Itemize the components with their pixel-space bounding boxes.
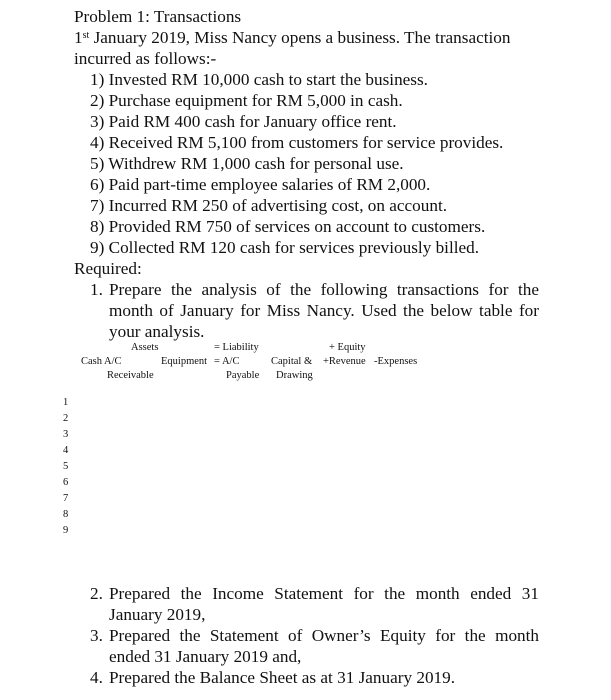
req3-line-1: Prepared the Statement of Owner’s Equity for the month xyxy=(109,626,539,645)
req1-line-2: month of January for Miss Nancy. Used the below table for xyxy=(109,301,539,320)
table-col-capital: Capital & xyxy=(271,356,313,367)
transaction-item: 4) Received RM 5,100 from customers for service provides. xyxy=(90,133,504,152)
intro-line-1 xyxy=(74,27,540,48)
req1-line-1: Prepare the analysis of the following transactions for the xyxy=(109,280,539,299)
table-header-liability: = Liability xyxy=(214,342,259,353)
table-col-payable: Payable xyxy=(226,370,260,381)
transaction-item: 7) Incurred RM 250 of advertising cost, on account. xyxy=(90,196,448,215)
transaction-item: 5) Withdrew RM 1,000 cash for personal use. xyxy=(90,154,404,173)
table-row-number: 8 xyxy=(63,509,69,520)
table-row-number: 9 xyxy=(63,525,69,536)
table-row-number: 3 xyxy=(63,429,69,440)
table-row-number: 7 xyxy=(63,493,69,504)
req1-number: 1. xyxy=(90,280,103,299)
intro-day: 1 xyxy=(74,28,83,47)
req1-line-3: your analysis. xyxy=(109,322,205,341)
table-col-equipment: Equipment xyxy=(161,356,208,367)
req2-line-1: Prepared the Income Statement for the month ended 31 xyxy=(109,584,539,603)
req3-number: 3. xyxy=(90,626,103,645)
table-row-number: 6 xyxy=(63,477,69,488)
table-row-number: 4 xyxy=(63,445,69,456)
table-header-assets: Assets xyxy=(131,342,159,353)
transaction-item: 3) Paid RM 400 cash for January office rent. xyxy=(90,112,397,131)
problem-title: Problem 1: Transactions xyxy=(74,7,242,26)
table-row-number: 2 xyxy=(63,413,69,424)
table-col-cash: Cash A/C xyxy=(81,356,122,367)
transaction-item: 9) Collected RM 120 cash for services previously billed. xyxy=(90,238,480,257)
required-heading: Required: xyxy=(74,259,142,278)
table-col-revenue: +Revenue xyxy=(323,356,366,367)
transaction-item: 2) Purchase equipment for RM 5,000 in cash. xyxy=(90,91,403,110)
table-row-number: 5 xyxy=(63,461,69,472)
table-row-number: 1 xyxy=(63,397,69,408)
transaction-item: 6) Paid part-time employee salaries of RM 2,000. xyxy=(90,175,431,194)
table-col-receivable: Receivable xyxy=(107,370,154,381)
req4-number: 4. xyxy=(90,668,103,687)
req2-line-2: January 2019, xyxy=(109,605,206,624)
table-col-expenses: -Expenses xyxy=(374,356,418,367)
transaction-item: 8) Provided RM 750 of services on account to customers. xyxy=(90,217,486,236)
intro-line-1-text: January 2019, Miss Nancy opens a business. The transaction xyxy=(89,28,511,47)
table-header-equity: + Equity xyxy=(329,342,366,353)
req3-line-2: ended 31 January 2019 and, xyxy=(109,647,302,666)
table-col-drawing: Drawing xyxy=(276,370,313,381)
transaction-item: 1) Invested RM 10,000 cash to start the business. xyxy=(90,70,428,89)
intro-day-suffix: st xyxy=(82,30,90,41)
intro-line-2: incurred as follows:- xyxy=(74,49,217,68)
req4-line-1: Prepared the Balance Sheet as at 31 January 2019. xyxy=(109,668,456,687)
req2-number: 2. xyxy=(90,584,103,603)
table-col-accounts: = A/C xyxy=(214,356,240,367)
